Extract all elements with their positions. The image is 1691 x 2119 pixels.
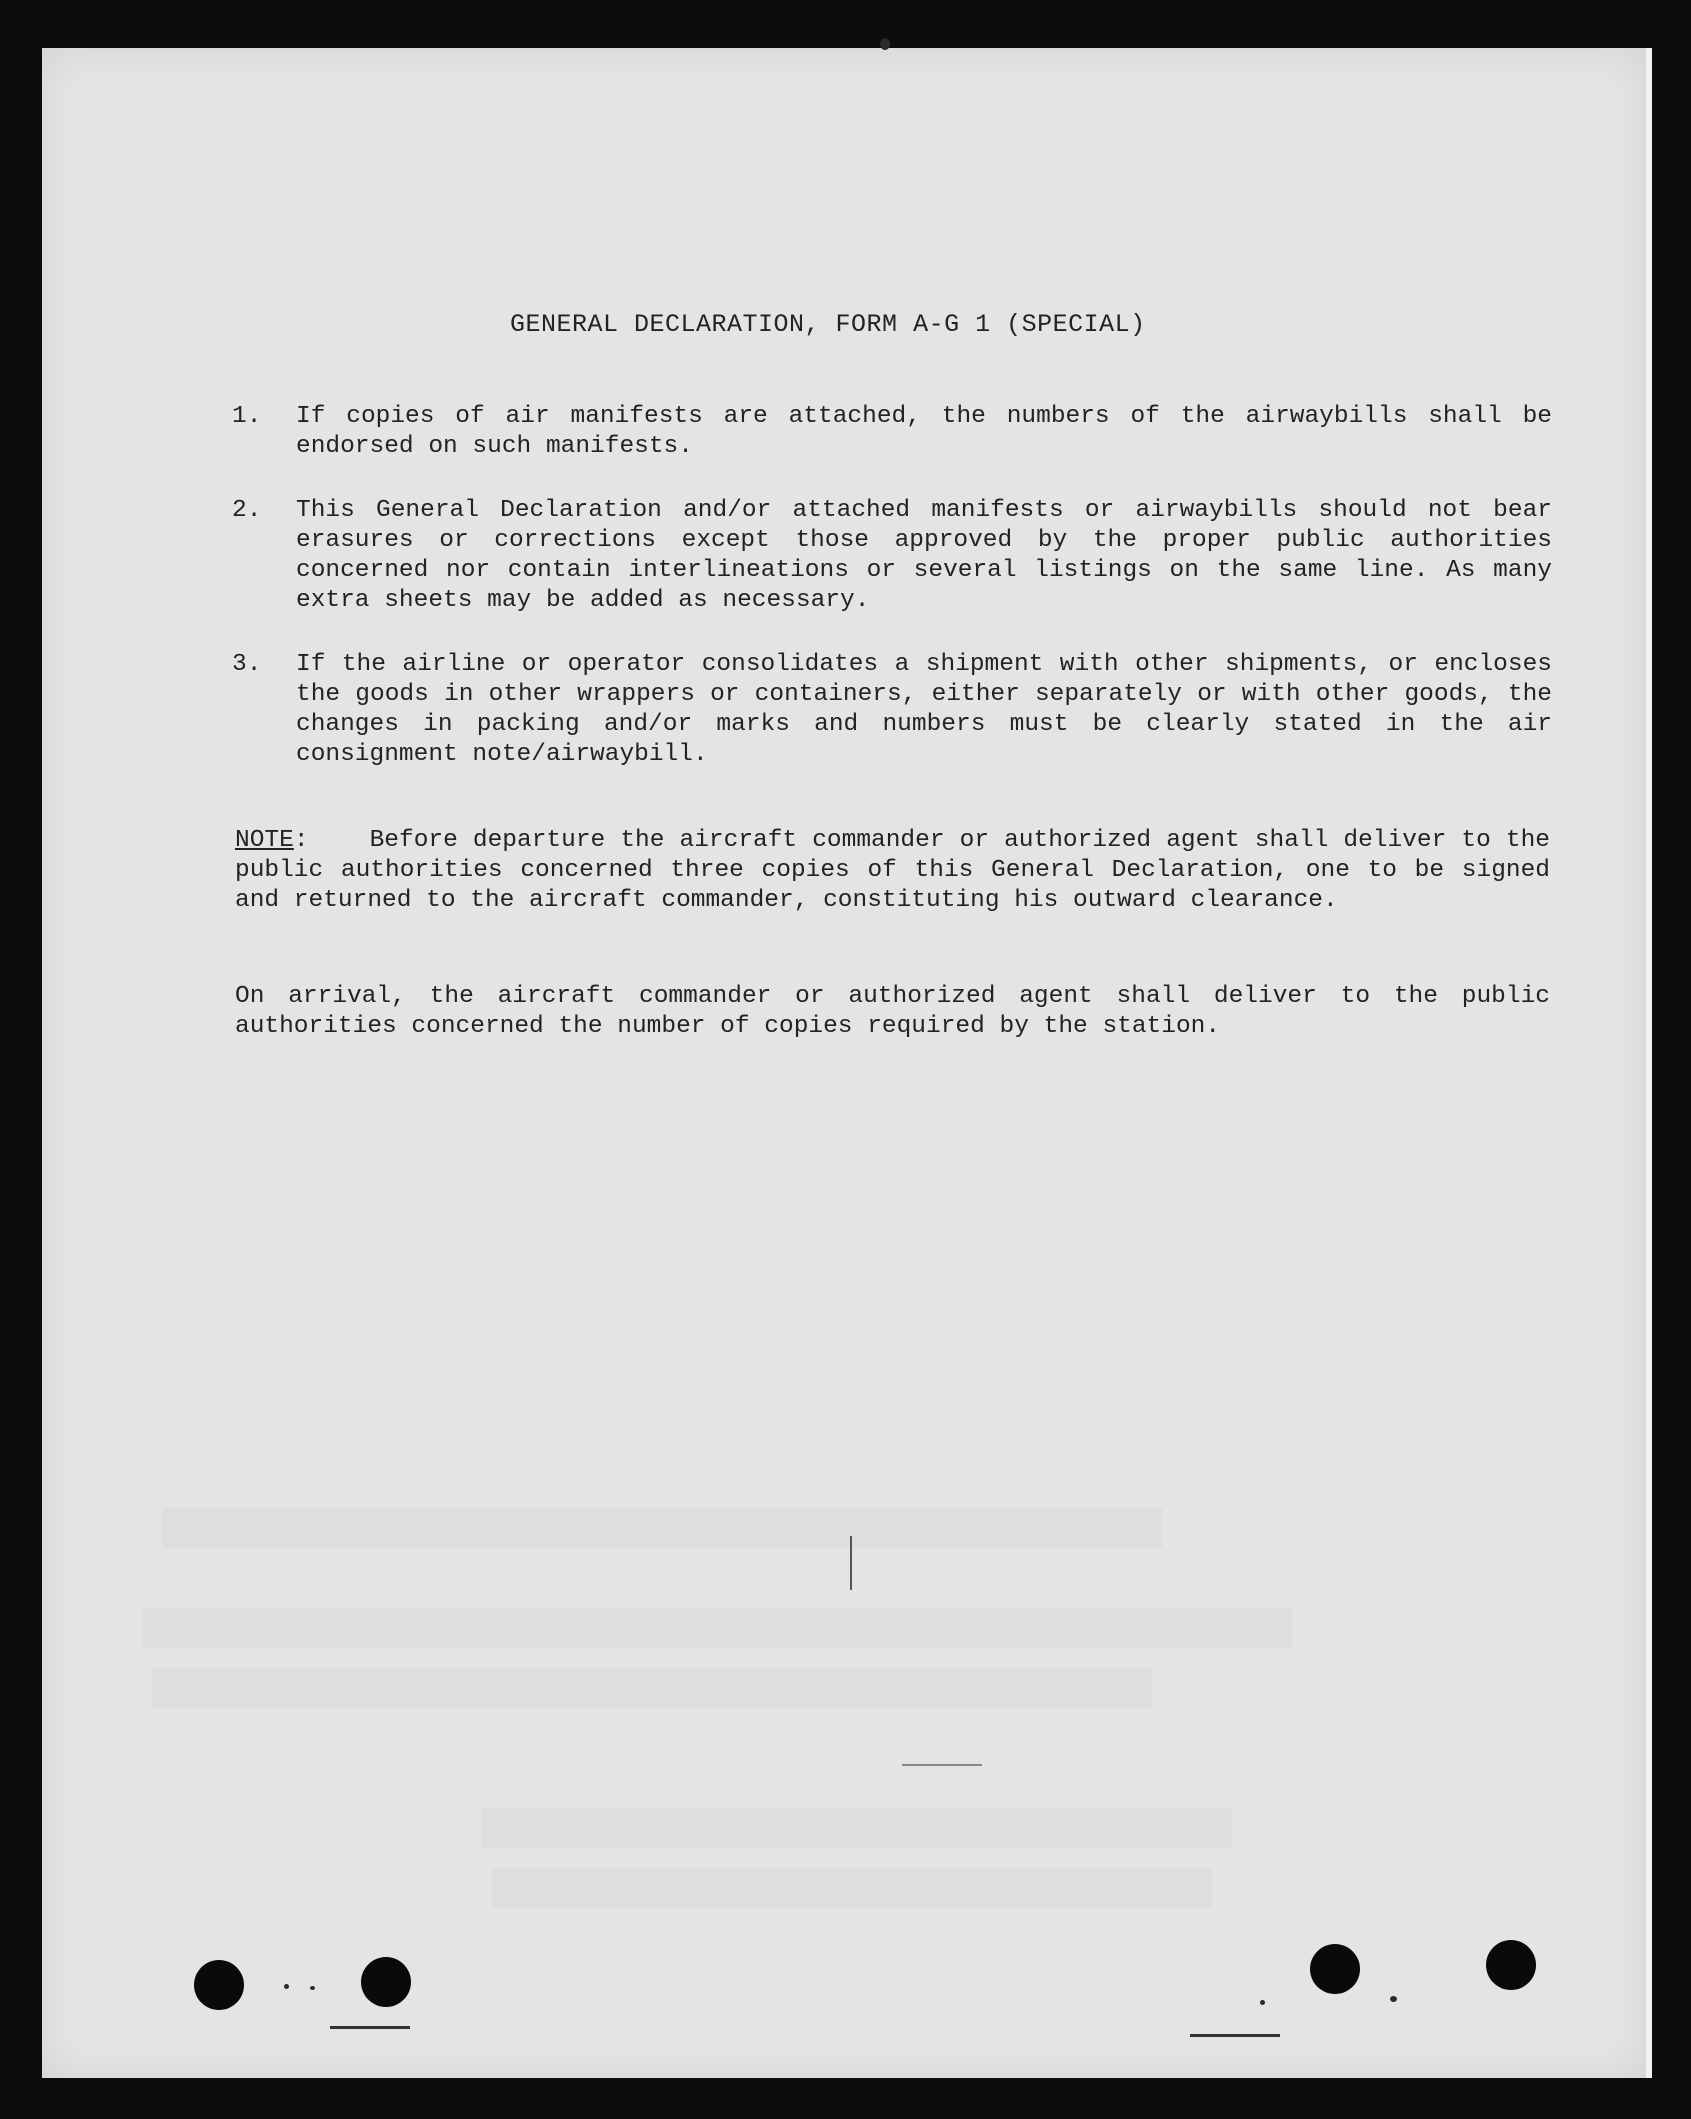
bleed-through-block	[492, 1868, 1212, 1908]
note-text: Before departure the aircraft commander or authorized agent shall deliver to the public authorities concerned three copies of this General Declaration, one to be signed and returned to the aircraft commander, constituting his outward clearance.	[235, 827, 1550, 914]
list-item-number: 3.	[232, 651, 262, 678]
bleed-through-block	[142, 1608, 1292, 1648]
list-item-text: If the airline or operator consolidates a shipment with other shipments, or encloses the goods in other wrappers or containers, either separately or with other goods, the changes in packing and/or marks and numbers must be clearly stated in the air consignment note/airwaybill.	[296, 651, 1552, 768]
list-item	[232, 496, 1552, 616]
speck	[1260, 2000, 1265, 2005]
bleed-through-block	[162, 1508, 1162, 1548]
speck	[880, 38, 890, 50]
punch-hole	[194, 1960, 244, 2010]
scan-mark	[1190, 2034, 1280, 2037]
note-label: NOTE	[235, 827, 294, 854]
punch-hole	[1486, 1940, 1536, 1990]
list-item-text: If copies of air manifests are attached, the numbers of the airwaybills shall be endorsed on such manifests.	[296, 403, 1552, 460]
speck	[310, 1986, 315, 1990]
arrival-paragraph: On arrival, the aircraft commander or authorized agent shall deliver to the public authorities concerned the number of copies required by the station.	[235, 983, 1550, 1040]
bleed-through-block	[152, 1668, 1152, 1708]
page-title: GENERAL DECLARATION, FORM A-G 1 (SPECIAL)	[510, 310, 1146, 339]
punch-hole	[1310, 1944, 1360, 1994]
document-page	[42, 48, 1652, 2078]
punch-hole	[361, 1957, 411, 2007]
list-item	[232, 650, 1552, 770]
list-item-number: 2.	[232, 497, 262, 524]
note-colon: :	[293, 827, 309, 854]
scan-mark	[850, 1536, 852, 1590]
note-paragraph	[235, 826, 1550, 916]
scan-mark	[330, 2026, 410, 2029]
list-item	[232, 402, 1552, 462]
bleed-through-block	[482, 1808, 1232, 1848]
list-item-text: This General Declaration and/or attached manifests or airwaybills should not bear erasures or corrections except those approved by the proper public authorities concerned nor contain interlineations or several listings on the same line. As many extra sheets may be added as necessary.	[296, 497, 1552, 614]
list-item-number: 1.	[232, 403, 262, 430]
scan-mark	[902, 1764, 982, 1766]
speck	[284, 1984, 289, 1989]
speck	[1390, 1996, 1397, 2002]
